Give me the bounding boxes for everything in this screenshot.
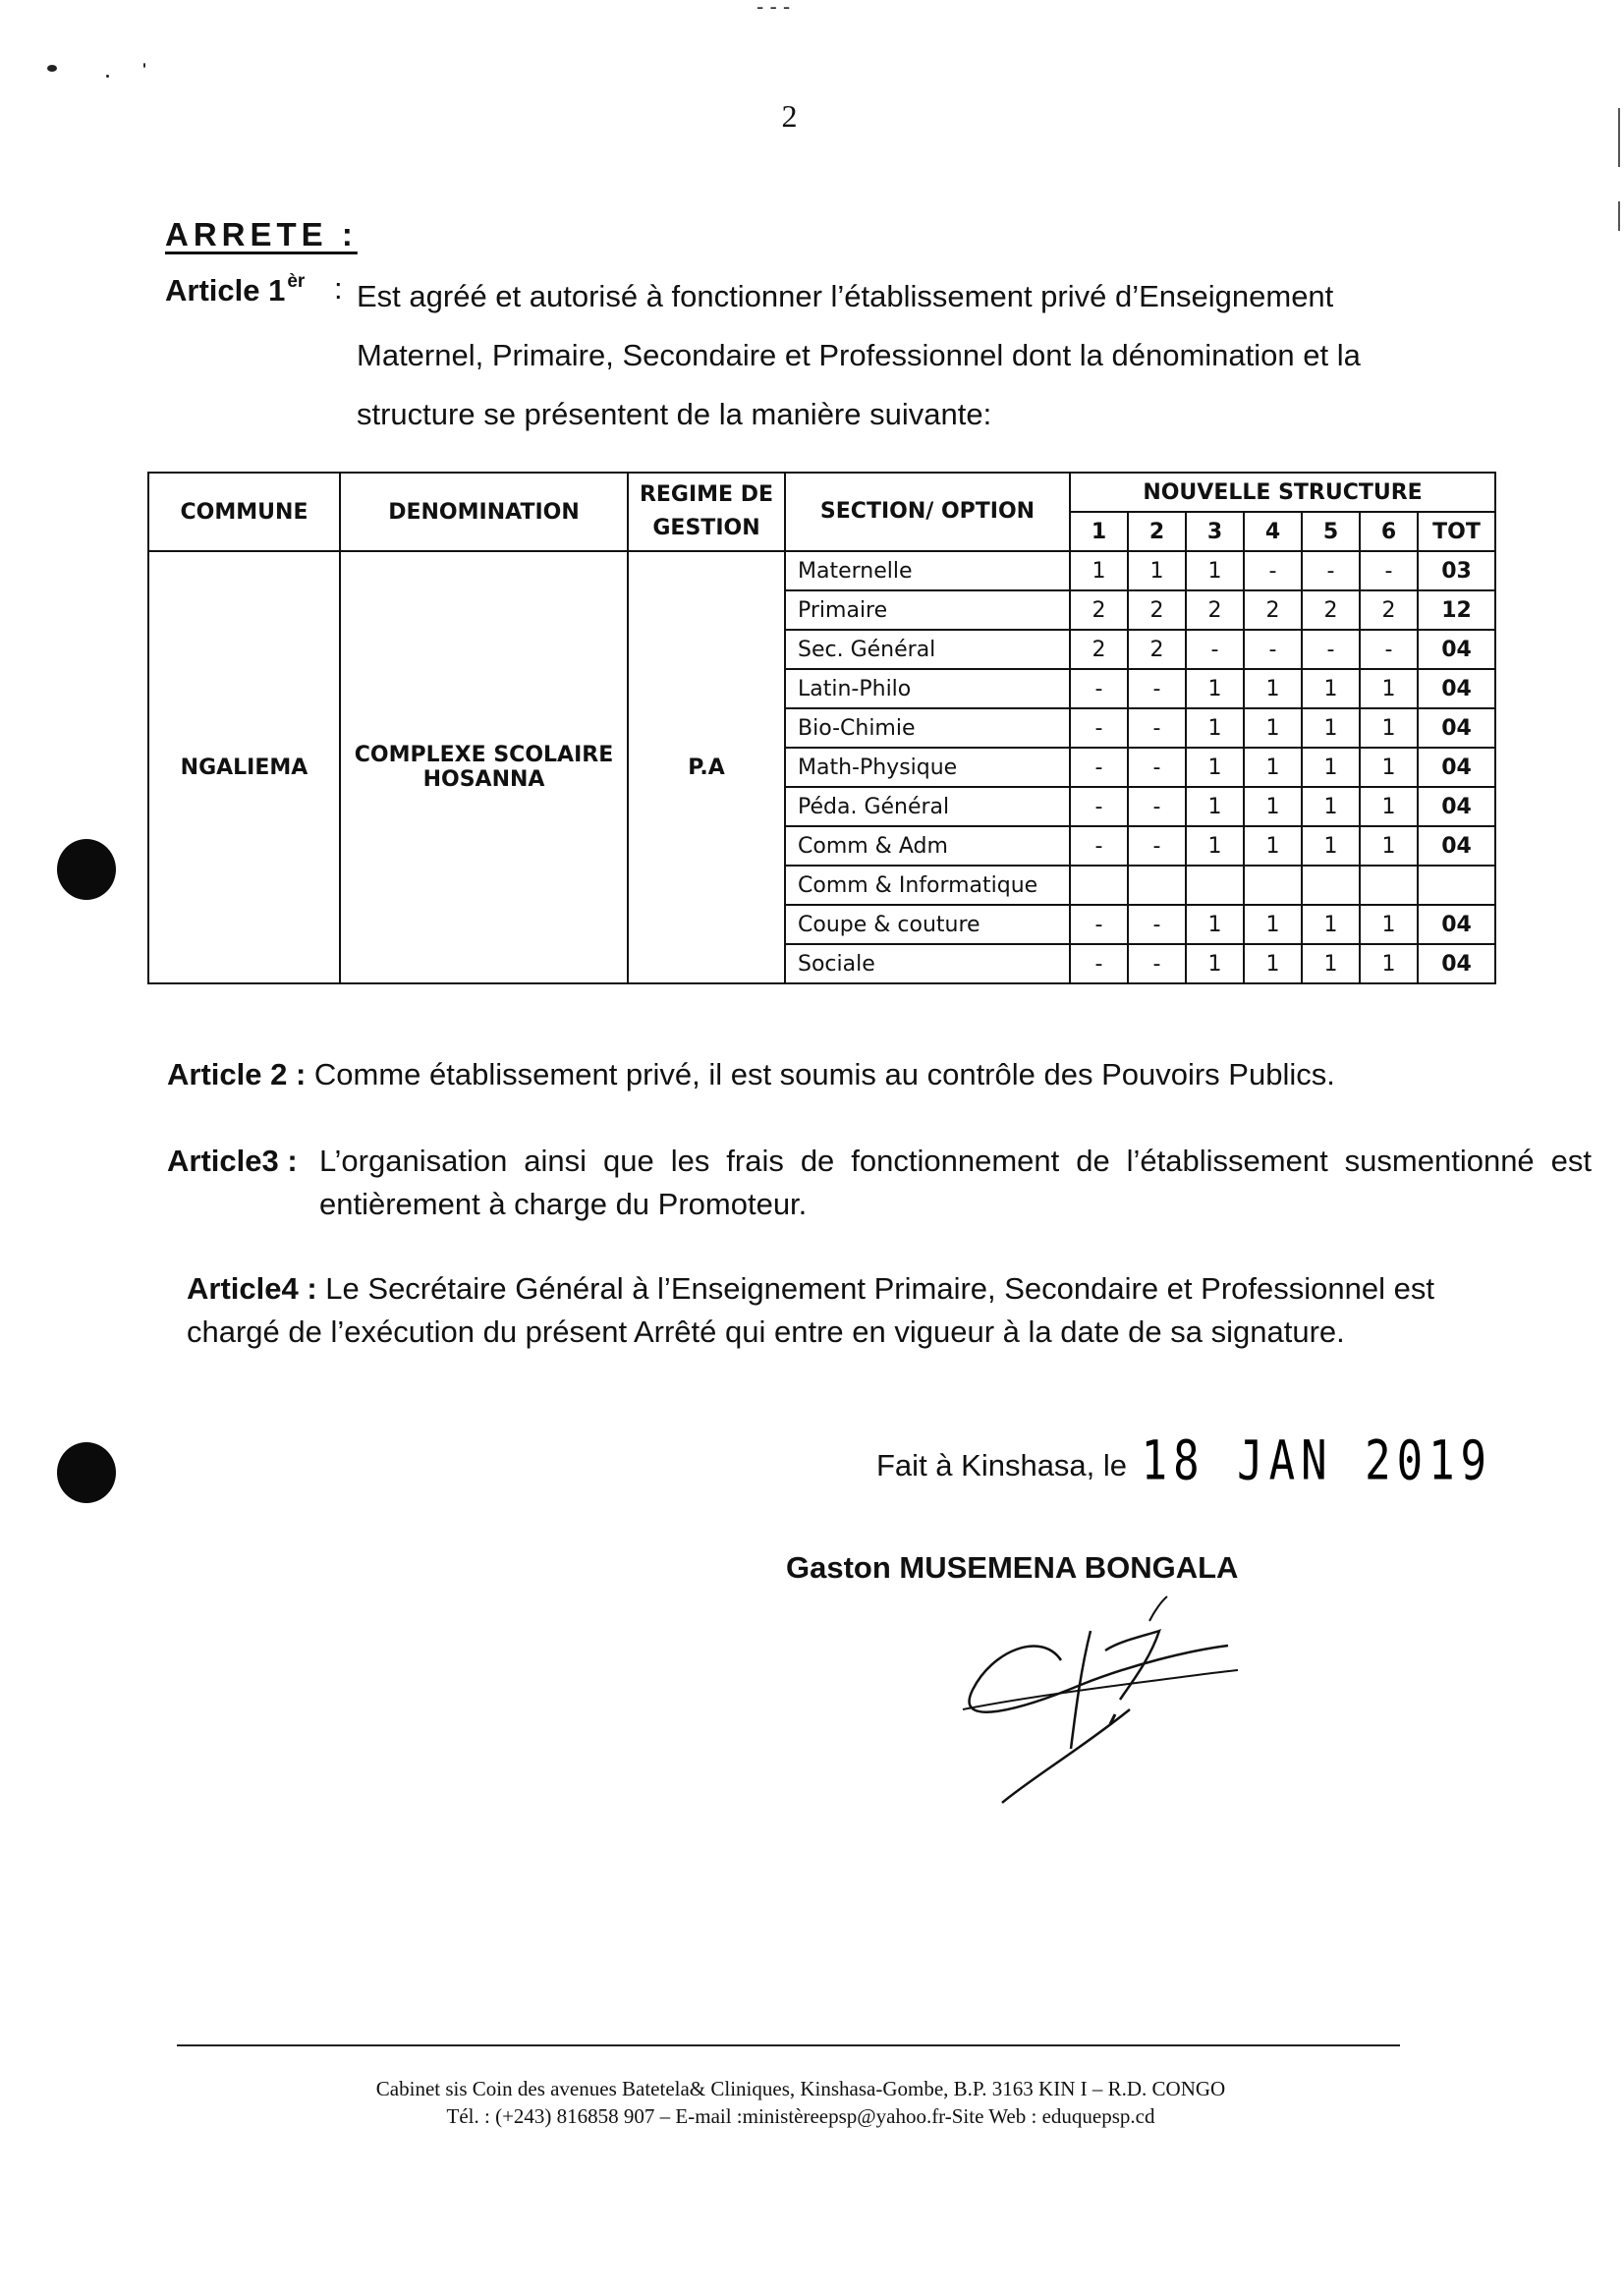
article1-line: Maternel, Primaire, Secondaire et Professionnel dont la dénomination et la (357, 338, 1361, 372)
cell-year-count (1360, 866, 1418, 905)
cell-year-count: - (1128, 826, 1186, 866)
cell-total: 04 (1418, 708, 1495, 748)
cell-year-count: 1 (1360, 826, 1418, 866)
article1-label: Article 1 $^{èr}$ (165, 271, 306, 308)
cell-year-count: - (1128, 944, 1186, 983)
cell-option: Sociale (785, 944, 1070, 983)
cell-year-count: 1 (1244, 787, 1302, 826)
article1-text (357, 267, 1477, 444)
page-number: 2 (781, 98, 798, 134)
handwritten-signature (933, 1592, 1267, 1818)
place-date-line (876, 1429, 1493, 1493)
cell-year-count: 2 (1070, 630, 1128, 669)
cell-option: Latin-Philo (785, 669, 1070, 708)
header-year: 3 (1186, 512, 1244, 551)
scan-top-mark: - - - (756, 0, 791, 19)
cell-option: Sec. Général (785, 630, 1070, 669)
done-at-text: Fait à Kinshasa, le (876, 1448, 1128, 1482)
article1-colon: : (334, 271, 343, 306)
cell-total: 04 (1418, 669, 1495, 708)
cell-year-count: 1 (1360, 787, 1418, 826)
footer (187, 2075, 1415, 2130)
cell-year-count: - (1186, 630, 1244, 669)
cell-year-count: 1 (1302, 944, 1360, 983)
cell-option: Comm & Adm (785, 826, 1070, 866)
cell-year-count: - (1070, 708, 1128, 748)
cell-year-count: 1 (1302, 787, 1360, 826)
cell-year-count: 1 (1360, 944, 1418, 983)
article2 (167, 1053, 1542, 1096)
cell-year-count: 1 (1302, 708, 1360, 748)
signatory-name: Gaston MUSEMENA BONGALA (786, 1550, 1239, 1585)
cell-year-count: 1 (1302, 826, 1360, 866)
cell-commune: NGALIEMA (148, 551, 340, 983)
cell-year-count: 1 (1186, 826, 1244, 866)
cell-year-count: 1 (1128, 551, 1186, 590)
cell-year-count: - (1244, 630, 1302, 669)
cell-year-count: 1 (1186, 708, 1244, 748)
cell-year-count: 2 (1128, 590, 1186, 630)
cell-year-count: 2 (1360, 590, 1418, 630)
header-nouvelle-structure: NOUVELLE STRUCTURE (1070, 473, 1495, 512)
scan-speck (143, 63, 145, 68)
cell-option: Bio-Chimie (785, 708, 1070, 748)
cell-year-count (1244, 866, 1302, 905)
article1-line: Est agréé et autorisé à fonctionner l’établissement privé d’Enseignement (357, 279, 1334, 313)
cell-year-count: 1 (1360, 669, 1418, 708)
cell-year-count: 2 (1186, 590, 1244, 630)
cell-year-count: - (1070, 944, 1128, 983)
header-section-option: SECTION/ OPTION (785, 473, 1070, 551)
cell-year-count: 1 (1186, 944, 1244, 983)
header-tot: TOT (1418, 512, 1495, 551)
cell-year-count (1128, 866, 1186, 905)
scan-edge-line (1618, 201, 1620, 231)
cell-year-count (1070, 866, 1128, 905)
cell-total: 12 (1418, 590, 1495, 630)
article4-text: Le Secrétaire Général à l’Enseignement Primaire, Secondaire et Professionnel est chargé de l’exécution du présent Arrêté qui entre en vigueur à la date de sa signature. (187, 1271, 1434, 1349)
punch-hole (57, 1442, 116, 1503)
cell-year-count: 1 (1302, 669, 1360, 708)
cell-option: Coupe & couture (785, 905, 1070, 944)
cell-year-count: 2 (1302, 590, 1360, 630)
table-row (148, 551, 1495, 590)
cell-year-count: - (1360, 551, 1418, 590)
scan-speck (47, 65, 57, 72)
footer-contact: Tél. : (+243) 816858 907 – E-mail :ministèreepsp@yahoo.fr-Site Web : eduquepsp.cd (446, 2104, 1155, 2128)
cell-year-count: - (1128, 905, 1186, 944)
cell-year-count: 1 (1244, 748, 1302, 787)
cell-year-count: - (1070, 748, 1128, 787)
header-year: 4 (1244, 512, 1302, 551)
cell-year-count: - (1070, 669, 1128, 708)
cell-year-count: 1 (1360, 748, 1418, 787)
header-regime: REGIME DE GESTION (628, 473, 785, 551)
article1-line: structure se présentent de la manière suivante: (357, 397, 992, 431)
cell-year-count: 1 (1070, 551, 1128, 590)
cell-year-count: 2 (1128, 630, 1186, 669)
cell-year-count: 1 (1302, 905, 1360, 944)
article2-label: Article 2 : (167, 1057, 307, 1091)
cell-year-count: 1 (1186, 669, 1244, 708)
cell-year-count: 1 (1360, 708, 1418, 748)
cell-option: Primaire (785, 590, 1070, 630)
cell-year-count: - (1070, 905, 1128, 944)
cell-year-count: - (1070, 826, 1128, 866)
cell-year-count: 1 (1244, 669, 1302, 708)
cell-year-count: 1 (1244, 905, 1302, 944)
header-denomination: DENOMINATION (340, 473, 628, 551)
structure-table (147, 472, 1496, 984)
article3-label: Article3 : (167, 1144, 298, 1178)
arrete-heading: ARRETE : (165, 216, 358, 252)
cell-total: 04 (1418, 748, 1495, 787)
cell-total: 03 (1418, 551, 1495, 590)
cell-total (1418, 866, 1495, 905)
scan-edge-line (1618, 108, 1620, 167)
header-year: 2 (1128, 512, 1186, 551)
cell-year-count: - (1244, 551, 1302, 590)
cell-year-count: 1 (1186, 748, 1244, 787)
cell-year-count: - (1070, 787, 1128, 826)
cell-year-count: 1 (1186, 905, 1244, 944)
cell-option: Maternelle (785, 551, 1070, 590)
cell-year-count: 2 (1244, 590, 1302, 630)
article4-label: Article4 : (187, 1271, 317, 1306)
cell-total: 04 (1418, 826, 1495, 866)
cell-year-count (1186, 866, 1244, 905)
cell-year-count: 1 (1186, 787, 1244, 826)
scan-speck (106, 75, 109, 78)
cell-regime: P.A (628, 551, 785, 983)
cell-year-count: - (1128, 787, 1186, 826)
cell-denomination: COMPLEXE SCOLAIRE HOSANNA (340, 551, 628, 983)
cell-total: 04 (1418, 905, 1495, 944)
date-stamp: 18 JAN 2019 (1141, 1429, 1493, 1493)
punch-hole (57, 839, 116, 900)
cell-year-count: - (1302, 551, 1360, 590)
cell-option: Péda. Général (785, 787, 1070, 826)
cell-year-count: - (1128, 669, 1186, 708)
article2-text: Comme établissement privé, il est soumis au contrôle des Pouvoirs Publics. (313, 1057, 1335, 1091)
cell-year-count: 1 (1244, 944, 1302, 983)
cell-year-count: 2 (1070, 590, 1128, 630)
cell-year-count: - (1302, 630, 1360, 669)
cell-year-count: 1 (1186, 551, 1244, 590)
cell-year-count: - (1128, 748, 1186, 787)
table-header-row (148, 473, 1495, 512)
cell-year-count (1302, 866, 1360, 905)
article4 (187, 1267, 1454, 1354)
cell-year-count: - (1360, 630, 1418, 669)
cell-option: Comm & Informatique (785, 866, 1070, 905)
footer-divider (177, 2044, 1400, 2046)
header-commune: COMMUNE (148, 473, 340, 551)
cell-total: 04 (1418, 787, 1495, 826)
header-year: 6 (1360, 512, 1418, 551)
cell-year-count: 1 (1244, 708, 1302, 748)
cell-total: 04 (1418, 944, 1495, 983)
cell-year-count: 1 (1360, 905, 1418, 944)
footer-address: Cabinet sis Coin des avenues Batetela& Cliniques, Kinshasa-Gombe, B.P. 3163 KIN I – R.D. CONGO (375, 2077, 1226, 2100)
header-year: 5 (1302, 512, 1360, 551)
cell-year-count: 1 (1244, 826, 1302, 866)
cell-option: Math-Physique (785, 748, 1070, 787)
header-year: 1 (1070, 512, 1128, 551)
cell-year-count: 1 (1302, 748, 1360, 787)
cell-year-count: - (1128, 708, 1186, 748)
article3-text: L’organisation ainsi que les frais de fonctionnement de l’établissement susmentionné est entièrement à charge du Promoteur. (319, 1144, 1592, 1221)
cell-total: 04 (1418, 630, 1495, 669)
